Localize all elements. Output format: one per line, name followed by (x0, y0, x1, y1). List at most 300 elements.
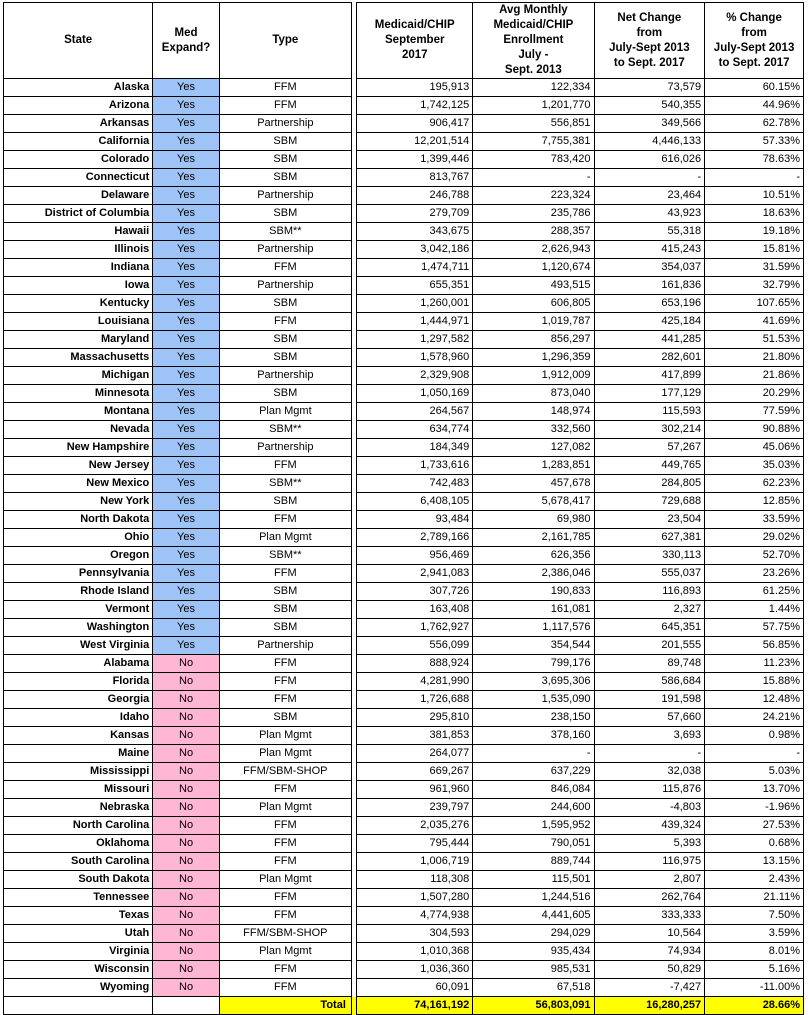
cell-pct-change: 8.01% (705, 943, 804, 961)
cell-med-expand: No (153, 889, 220, 907)
table-row (4, 331, 804, 349)
pct-line4: to Sept. 2017 (718, 56, 790, 69)
cell-type: FFM (219, 889, 351, 907)
cell-net-change: - (594, 169, 705, 187)
cell-med-expand: Yes (153, 79, 220, 97)
cell-type: SBM (219, 151, 351, 169)
table-row (4, 295, 804, 313)
cell-type: SBM** (219, 223, 351, 241)
cell-sept-2017: 1,474,711 (357, 259, 473, 277)
cell-pct-change: 11.23% (705, 655, 804, 673)
cell-med-expand: Yes (153, 133, 220, 151)
cell-med-expand: No (153, 709, 220, 727)
cell-type: FFM (219, 565, 351, 583)
cell-sept-2017: 3,042,186 (357, 241, 473, 259)
cell-pct-change: 78.63% (705, 151, 804, 169)
cell-net-change: - (594, 745, 705, 763)
cell-avg-2013: 799,176 (473, 655, 594, 673)
table-row (4, 259, 804, 277)
total-blank-expand (153, 997, 220, 1015)
cell-med-expand: Yes (153, 151, 220, 169)
cell-avg-2013: 1,535,090 (473, 691, 594, 709)
cell-pct-change: 24.21% (705, 709, 804, 727)
table-row (4, 979, 804, 997)
cell-med-expand: Yes (153, 223, 220, 241)
cell-state: Tennessee (4, 889, 153, 907)
cell-type: FFM (219, 817, 351, 835)
cell-med-expand: Yes (153, 187, 220, 205)
cell-sept-2017: 1,297,582 (357, 331, 473, 349)
cell-avg-2013: 1,117,576 (473, 619, 594, 637)
cell-sept-2017: 2,035,276 (357, 817, 473, 835)
table-row (4, 925, 804, 943)
cell-med-expand: No (153, 727, 220, 745)
cell-net-change: 284,805 (594, 475, 705, 493)
cell-pct-change: 12.48% (705, 691, 804, 709)
cell-state: Missouri (4, 781, 153, 799)
cell-state: Maryland (4, 331, 153, 349)
cell-pct-change: 10.51% (705, 187, 804, 205)
cell-pct-change: 5.03% (705, 763, 804, 781)
table-row (4, 79, 804, 97)
total-net-change: 16,280,257 (594, 997, 705, 1015)
total-row (4, 997, 804, 1015)
cell-type: FFM (219, 97, 351, 115)
table-row (4, 547, 804, 565)
cell-state: South Dakota (4, 871, 153, 889)
cell-med-expand: Yes (153, 169, 220, 187)
table-header (4, 3, 804, 79)
cell-pct-change: 13.70% (705, 781, 804, 799)
cell-type: Partnership (219, 367, 351, 385)
cell-state: Mississippi (4, 763, 153, 781)
pct-line2: from (741, 26, 767, 39)
table-row (4, 205, 804, 223)
cell-avg-2013: 1,201,770 (473, 97, 594, 115)
cell-net-change: 74,934 (594, 943, 705, 961)
table-row (4, 853, 804, 871)
cell-pct-change: 57.75% (705, 619, 804, 637)
cell-type: FFM (219, 691, 351, 709)
cell-med-expand: No (153, 799, 220, 817)
table-row (4, 439, 804, 457)
cell-net-change: 116,893 (594, 583, 705, 601)
cell-med-expand: Yes (153, 349, 220, 367)
cell-pct-change: 23.26% (705, 565, 804, 583)
cell-type: FFM (219, 673, 351, 691)
cell-pct-change: 2.43% (705, 871, 804, 889)
cell-sept-2017: 742,483 (357, 475, 473, 493)
cell-med-expand: No (153, 907, 220, 925)
table-row (4, 133, 804, 151)
avg2013-line5: Sept. 2013 (504, 64, 562, 76)
cell-net-change: 2,327 (594, 601, 705, 619)
cell-pct-change: 29.02% (705, 529, 804, 547)
cell-avg-2013: 1,296,359 (473, 349, 594, 367)
cell-net-change: 586,684 (594, 673, 705, 691)
cell-avg-2013: 985,531 (473, 961, 594, 979)
cell-type: SBM (219, 205, 351, 223)
cell-avg-2013: 1,244,516 (473, 889, 594, 907)
cell-sept-2017: 307,726 (357, 583, 473, 601)
cell-state: Montana (4, 403, 153, 421)
cell-net-change: 50,829 (594, 961, 705, 979)
cell-sept-2017: 264,567 (357, 403, 473, 421)
table-row (4, 169, 804, 187)
cell-avg-2013: 161,081 (473, 601, 594, 619)
cell-pct-change: 3.59% (705, 925, 804, 943)
cell-net-change: 425,184 (594, 313, 705, 331)
cell-med-expand: No (153, 763, 220, 781)
cell-med-expand: Yes (153, 457, 220, 475)
table-row (4, 961, 804, 979)
cell-state: Kentucky (4, 295, 153, 313)
cell-pct-change: 7.50% (705, 907, 804, 925)
cell-pct-change: 0.68% (705, 835, 804, 853)
total-avg-2013: 56,803,091 (473, 997, 594, 1015)
cell-pct-change: 1.44% (705, 601, 804, 619)
cell-state: Delaware (4, 187, 153, 205)
cell-pct-change: 0.98% (705, 727, 804, 745)
table-row (4, 727, 804, 745)
cell-pct-change: 60.15% (705, 79, 804, 97)
table-row (4, 457, 804, 475)
cell-state: Wyoming (4, 979, 153, 997)
cell-type: Partnership (219, 439, 351, 457)
cell-state: Florida (4, 673, 153, 691)
cell-pct-change: 5.16% (705, 961, 804, 979)
cell-net-change: 201,555 (594, 637, 705, 655)
cell-sept-2017: 12,201,514 (357, 133, 473, 151)
cell-pct-change: -1.96% (705, 799, 804, 817)
table-row (4, 619, 804, 637)
cell-med-expand: Yes (153, 241, 220, 259)
cell-net-change: 616,026 (594, 151, 705, 169)
cell-avg-2013: 354,544 (473, 637, 594, 655)
cell-sept-2017: 2,941,083 (357, 565, 473, 583)
cell-avg-2013: 127,082 (473, 439, 594, 457)
net-line3: July-Sept 2013 (609, 41, 690, 54)
cell-type: Plan Mgmt (219, 943, 351, 961)
cell-net-change: 32,038 (594, 763, 705, 781)
cell-med-expand: Yes (153, 493, 220, 511)
cell-pct-change: 107.65% (705, 295, 804, 313)
avg2013-line4: July - (518, 49, 549, 61)
cell-sept-2017: 60,091 (357, 979, 473, 997)
cell-sept-2017: 1,742,125 (357, 97, 473, 115)
cell-avg-2013: 783,420 (473, 151, 594, 169)
table-row (4, 889, 804, 907)
cell-type: FFM (219, 457, 351, 475)
cell-type: Partnership (219, 115, 351, 133)
cell-med-expand: Yes (153, 367, 220, 385)
cell-net-change: 116,975 (594, 853, 705, 871)
net-line2: from (636, 26, 663, 39)
cell-state: Alaska (4, 79, 153, 97)
cell-sept-2017: 4,774,938 (357, 907, 473, 925)
cell-state: District of Columbia (4, 205, 153, 223)
cell-avg-2013: 235,786 (473, 205, 594, 223)
cell-med-expand: Yes (153, 565, 220, 583)
cell-med-expand: Yes (153, 547, 220, 565)
cell-avg-2013: 1,019,787 (473, 313, 594, 331)
cell-sept-2017: 295,810 (357, 709, 473, 727)
cell-net-change: 540,355 (594, 97, 705, 115)
cell-avg-2013: 238,150 (473, 709, 594, 727)
table-row (4, 691, 804, 709)
avg2013-line2: Medicaid/CHIP (493, 19, 574, 31)
cell-state: New Mexico (4, 475, 153, 493)
cell-med-expand: No (153, 673, 220, 691)
cell-type: FFM (219, 979, 351, 997)
cell-pct-change: 32.79% (705, 277, 804, 295)
cell-med-expand: No (153, 745, 220, 763)
cell-avg-2013: 457,678 (473, 475, 594, 493)
cell-type: SBM (219, 583, 351, 601)
cell-type: SBM (219, 601, 351, 619)
cell-med-expand: No (153, 781, 220, 799)
cell-net-change: 73,579 (594, 79, 705, 97)
cell-sept-2017: 795,444 (357, 835, 473, 853)
cell-type: Partnership (219, 277, 351, 295)
table-row (4, 943, 804, 961)
cell-avg-2013: 935,434 (473, 943, 594, 961)
cell-net-change: 729,688 (594, 493, 705, 511)
cell-net-change: 5,393 (594, 835, 705, 853)
cell-type: SBM** (219, 421, 351, 439)
cell-avg-2013: 1,912,009 (473, 367, 594, 385)
cell-avg-2013: 637,229 (473, 763, 594, 781)
cell-avg-2013: - (473, 169, 594, 187)
cell-sept-2017: 118,308 (357, 871, 473, 889)
cell-type: SBM (219, 331, 351, 349)
cell-sept-2017: 556,099 (357, 637, 473, 655)
cell-state: Ohio (4, 529, 153, 547)
cell-type: SBM (219, 619, 351, 637)
cell-sept-2017: 1,050,169 (357, 385, 473, 403)
cell-med-expand: Yes (153, 313, 220, 331)
cell-state: Iowa (4, 277, 153, 295)
cell-net-change: 115,876 (594, 781, 705, 799)
cell-net-change: 177,129 (594, 385, 705, 403)
cell-net-change: 23,504 (594, 511, 705, 529)
cell-type: FFM/SBM-SHOP (219, 763, 351, 781)
column-header-net-change (594, 3, 705, 79)
cell-state: New Jersey (4, 457, 153, 475)
cell-med-expand: No (153, 691, 220, 709)
cell-type: SBM (219, 133, 351, 151)
cell-state: New York (4, 493, 153, 511)
pct-line3: July-Sept 2013 (713, 41, 795, 54)
cell-state: Alabama (4, 655, 153, 673)
table-row (4, 349, 804, 367)
cell-sept-2017: 888,924 (357, 655, 473, 673)
cell-type: FFM (219, 259, 351, 277)
table-row (4, 385, 804, 403)
column-header-sept-2017 (357, 3, 473, 79)
table-row (4, 313, 804, 331)
cell-med-expand: No (153, 943, 220, 961)
cell-pct-change: 51.53% (705, 331, 804, 349)
cell-med-expand: Yes (153, 205, 220, 223)
cell-type: FFM/SBM-SHOP (219, 925, 351, 943)
cell-net-change: 627,381 (594, 529, 705, 547)
cell-type: FFM (219, 907, 351, 925)
cell-type: Plan Mgmt (219, 403, 351, 421)
cell-med-expand: No (153, 961, 220, 979)
cell-avg-2013: 889,744 (473, 853, 594, 871)
cell-state: Nevada (4, 421, 153, 439)
cell-med-expand: Yes (153, 529, 220, 547)
cell-type: SBM (219, 295, 351, 313)
cell-sept-2017: 813,767 (357, 169, 473, 187)
sept2017-line3: 2017 (401, 49, 428, 61)
med-expand-line2: Expand? (161, 41, 211, 54)
cell-avg-2013: 294,029 (473, 925, 594, 943)
cell-avg-2013: 493,515 (473, 277, 594, 295)
column-header-med-expand (153, 3, 220, 79)
cell-sept-2017: 1,578,960 (357, 349, 473, 367)
cell-pct-change: 61.25% (705, 583, 804, 601)
cell-net-change: 57,267 (594, 439, 705, 457)
cell-sept-2017: 239,797 (357, 799, 473, 817)
cell-state: Arizona (4, 97, 153, 115)
cell-state: North Dakota (4, 511, 153, 529)
cell-net-change: 262,764 (594, 889, 705, 907)
table-row (4, 799, 804, 817)
cell-type: SBM** (219, 475, 351, 493)
cell-pct-change: 52.70% (705, 547, 804, 565)
table-row (4, 187, 804, 205)
pct-line1: % Change (726, 11, 782, 24)
cell-type: SBM (219, 349, 351, 367)
cell-pct-change: 44.96% (705, 97, 804, 115)
cell-pct-change: 62.23% (705, 475, 804, 493)
cell-avg-2013: 2,626,943 (473, 241, 594, 259)
cell-med-expand: No (153, 835, 220, 853)
cell-net-change: 57,660 (594, 709, 705, 727)
cell-state: New Hampshire (4, 439, 153, 457)
cell-net-change: 441,285 (594, 331, 705, 349)
cell-net-change: 43,923 (594, 205, 705, 223)
cell-med-expand: Yes (153, 583, 220, 601)
cell-pct-change: 15.81% (705, 241, 804, 259)
table-row (4, 475, 804, 493)
cell-pct-change: 41.69% (705, 313, 804, 331)
cell-sept-2017: 343,675 (357, 223, 473, 241)
cell-pct-change: 15.88% (705, 673, 804, 691)
cell-type: SBM** (219, 547, 351, 565)
med-expand-line1: Med (174, 26, 198, 39)
cell-sept-2017: 1,010,368 (357, 943, 473, 961)
cell-type: FFM (219, 655, 351, 673)
cell-type: FFM (219, 511, 351, 529)
cell-sept-2017: 6,408,105 (357, 493, 473, 511)
cell-avg-2013: 1,595,952 (473, 817, 594, 835)
table-row (4, 529, 804, 547)
cell-state: Indiana (4, 259, 153, 277)
cell-avg-2013: 378,160 (473, 727, 594, 745)
cell-sept-2017: 1,726,688 (357, 691, 473, 709)
cell-avg-2013: 7,755,381 (473, 133, 594, 151)
table-row (4, 763, 804, 781)
cell-avg-2013: 1,283,851 (473, 457, 594, 475)
cell-avg-2013: - (473, 745, 594, 763)
cell-pct-change: 21.80% (705, 349, 804, 367)
cell-avg-2013: 223,324 (473, 187, 594, 205)
cell-avg-2013: 2,161,785 (473, 529, 594, 547)
sept2017-line2: September (385, 34, 445, 46)
cell-sept-2017: 1,036,360 (357, 961, 473, 979)
cell-med-expand: No (153, 655, 220, 673)
cell-net-change: 282,601 (594, 349, 705, 367)
cell-net-change: 10,564 (594, 925, 705, 943)
cell-sept-2017: 381,853 (357, 727, 473, 745)
cell-pct-change: 12.85% (705, 493, 804, 511)
cell-net-change: 417,899 (594, 367, 705, 385)
cell-state: Colorado (4, 151, 153, 169)
cell-sept-2017: 1,762,927 (357, 619, 473, 637)
cell-state: Arkansas (4, 115, 153, 133)
table-row (4, 709, 804, 727)
cell-avg-2013: 873,040 (473, 385, 594, 403)
cell-type: Partnership (219, 187, 351, 205)
cell-avg-2013: 626,356 (473, 547, 594, 565)
cell-net-change: -4,803 (594, 799, 705, 817)
cell-med-expand: Yes (153, 421, 220, 439)
cell-avg-2013: 148,974 (473, 403, 594, 421)
cell-state: Michigan (4, 367, 153, 385)
cell-pct-change: 21.11% (705, 889, 804, 907)
table-row (4, 817, 804, 835)
column-header-pct-change (705, 3, 804, 79)
cell-sept-2017: 1,260,001 (357, 295, 473, 313)
cell-pct-change: 33.59% (705, 511, 804, 529)
cell-sept-2017: 1,444,971 (357, 313, 473, 331)
total-sept-2017: 74,161,192 (357, 997, 473, 1015)
cell-type: FFM (219, 313, 351, 331)
cell-state: California (4, 133, 153, 151)
cell-type: FFM (219, 781, 351, 799)
column-header-type: Type (219, 3, 351, 79)
cell-net-change: 439,324 (594, 817, 705, 835)
cell-sept-2017: 163,408 (357, 601, 473, 619)
table-row (4, 781, 804, 799)
cell-pct-change: 18.63% (705, 205, 804, 223)
cell-avg-2013: 556,851 (473, 115, 594, 133)
total-blank-state (4, 997, 153, 1015)
cell-pct-change: 19.18% (705, 223, 804, 241)
cell-net-change: 333,333 (594, 907, 705, 925)
cell-state: Connecticut (4, 169, 153, 187)
cell-net-change: 449,765 (594, 457, 705, 475)
column-header-state: State (4, 3, 153, 79)
table-row (4, 745, 804, 763)
cell-sept-2017: 304,593 (357, 925, 473, 943)
cell-state: Louisiana (4, 313, 153, 331)
cell-pct-change: -11.00% (705, 979, 804, 997)
cell-net-change: 645,351 (594, 619, 705, 637)
cell-state: Texas (4, 907, 153, 925)
cell-med-expand: Yes (153, 601, 220, 619)
cell-med-expand: Yes (153, 115, 220, 133)
avg2013-line3: Enrollment (503, 34, 564, 46)
cell-type: Plan Mgmt (219, 799, 351, 817)
cell-sept-2017: 184,349 (357, 439, 473, 457)
cell-pct-change: 27.53% (705, 817, 804, 835)
cell-state: Nebraska (4, 799, 153, 817)
cell-net-change: 55,318 (594, 223, 705, 241)
